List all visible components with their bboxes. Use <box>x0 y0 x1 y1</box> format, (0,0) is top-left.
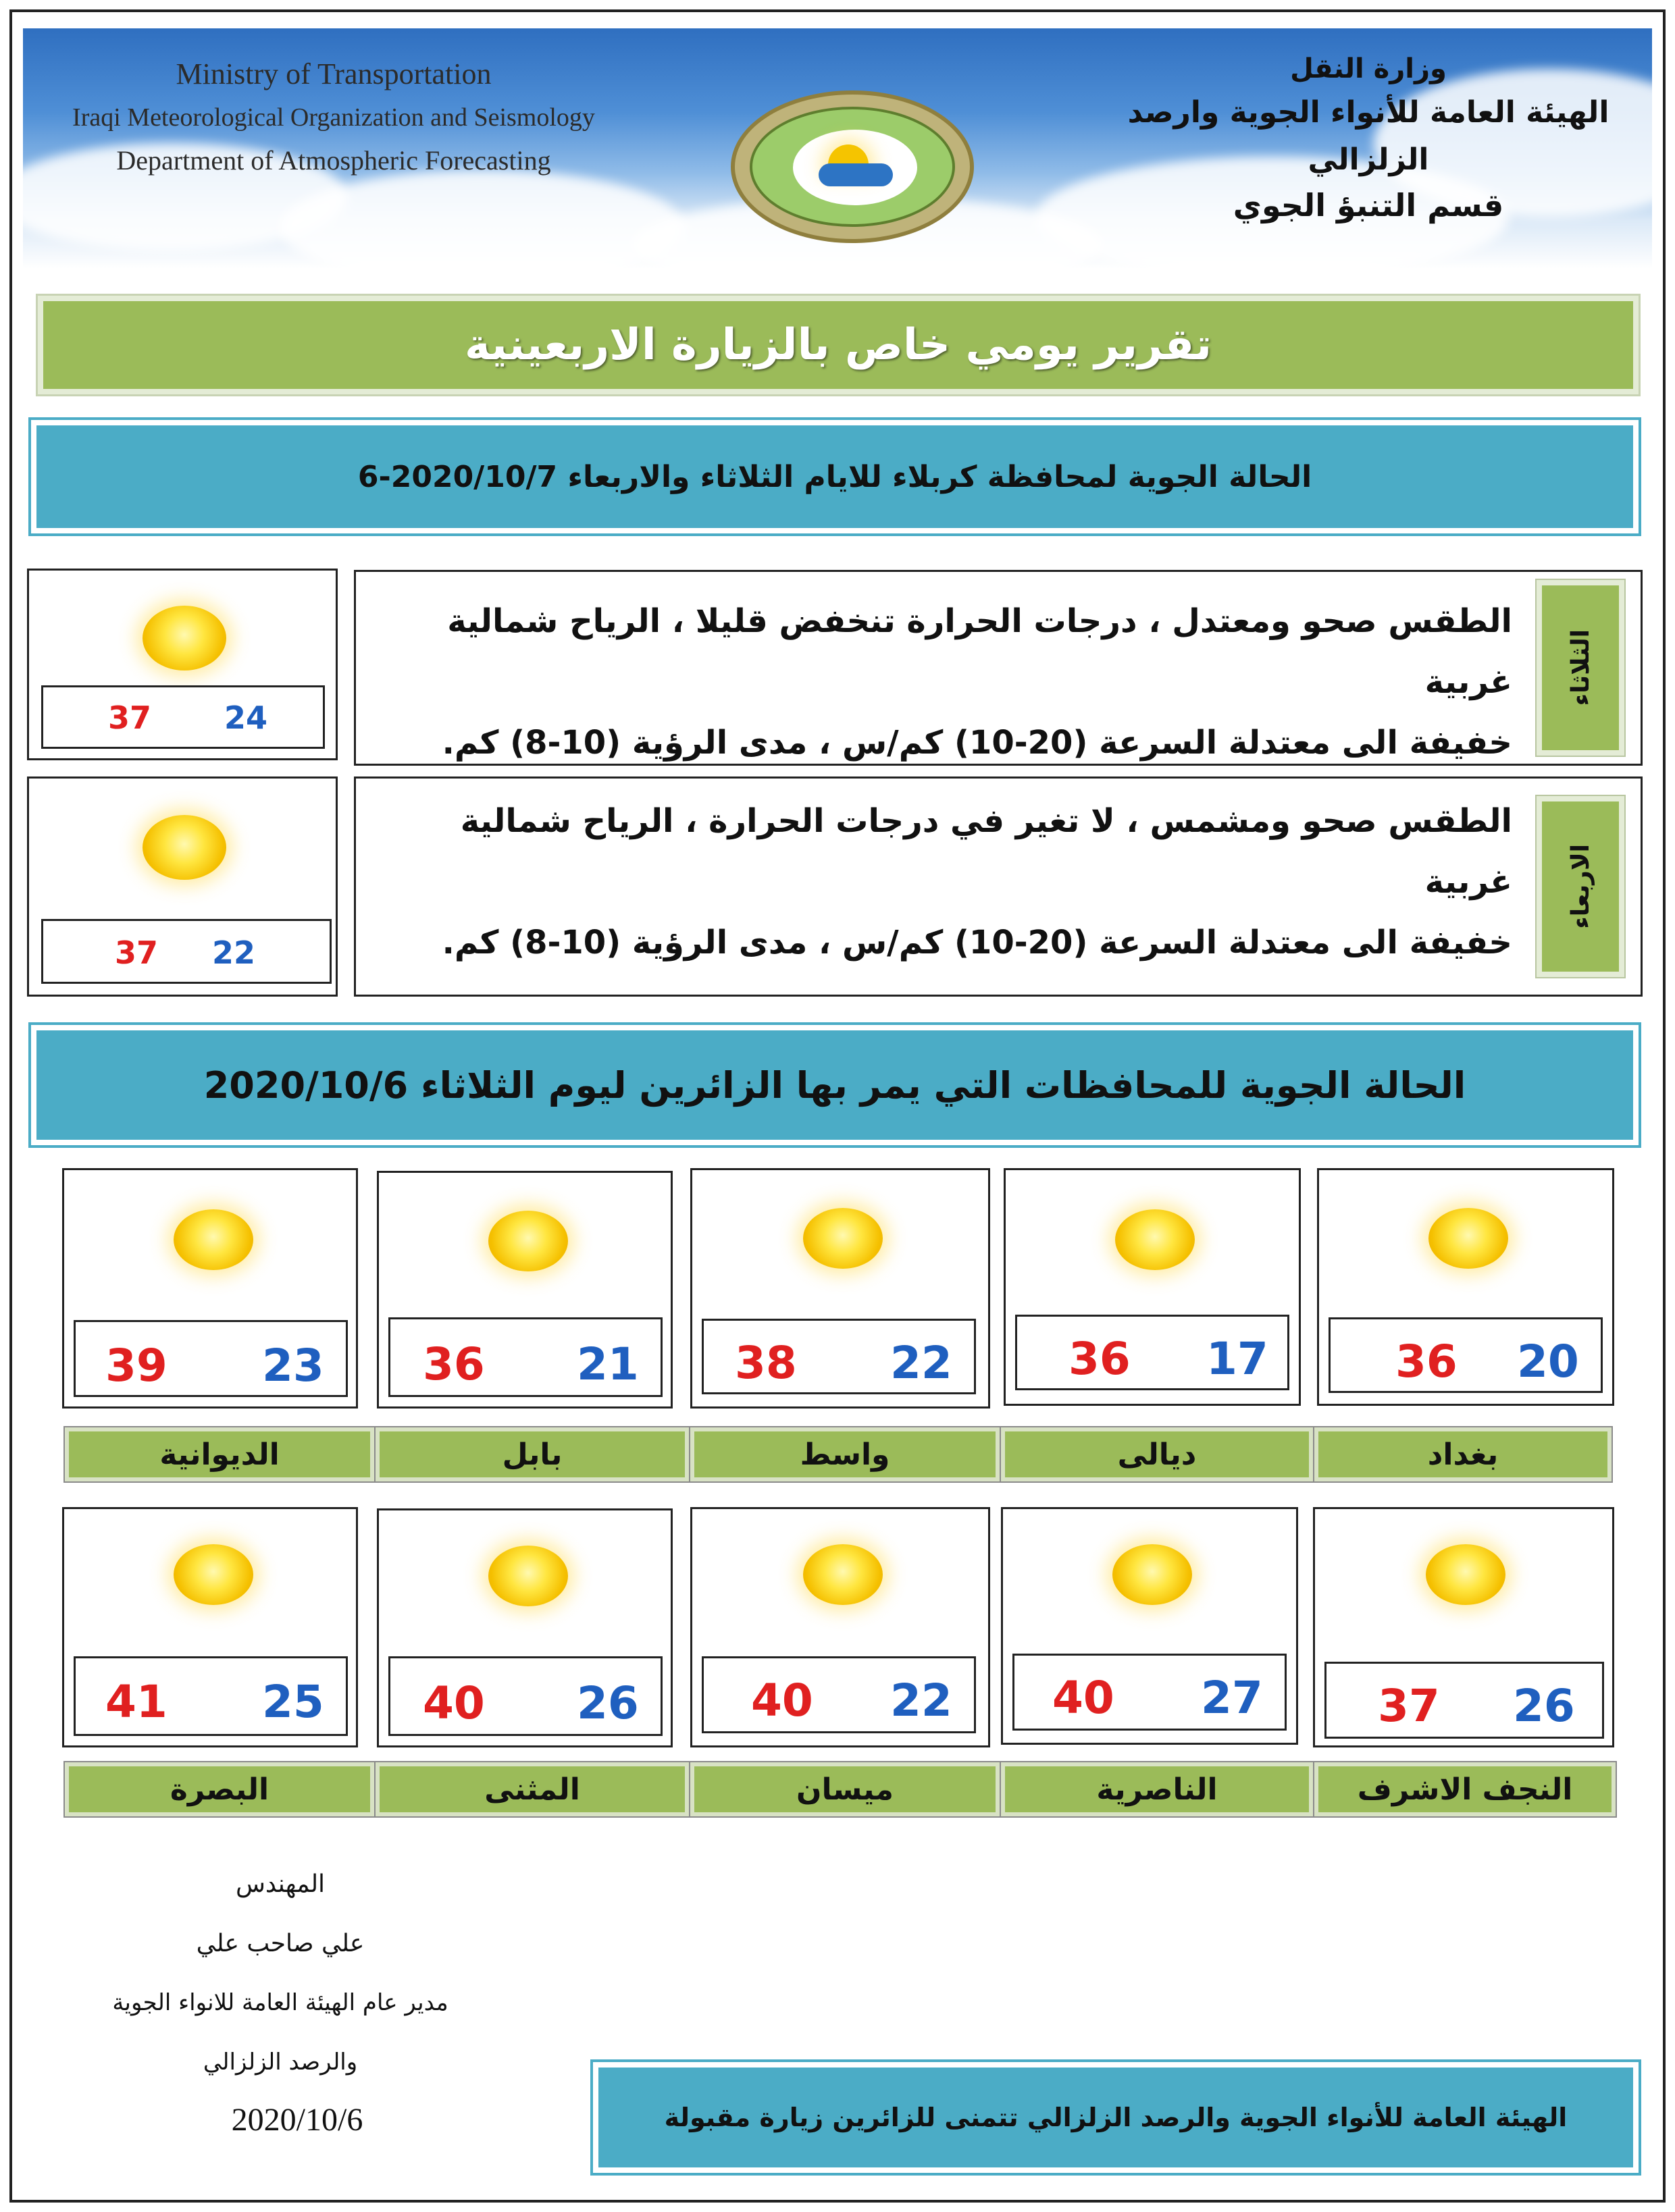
karbala-heading: الحالة الجوية لمحافظة كربلاء للايام الثلاثاء والاربعاء 2020/10/7-6 <box>31 420 1639 533</box>
province-card-wasit <box>690 1168 990 1408</box>
karbala-day-tuesday <box>354 570 1643 766</box>
report-date: 2020/10/6 <box>231 2102 363 2138</box>
province-name-wasit: واسط <box>690 1427 1000 1481</box>
day-label-tuesday: الثلاثاء <box>1537 580 1624 756</box>
province-card-diyala <box>1004 1168 1301 1406</box>
province-name-muthanna: المثنى <box>376 1762 689 1816</box>
sun-icon <box>488 1211 568 1271</box>
province-name-babil: بابل <box>376 1427 689 1481</box>
min-temp: 26 <box>577 1677 639 1729</box>
provinces-heading: الحالة الجوية للمحافظات التي يمر بها الزائرين ليوم الثلاثاء 2020/10/6 <box>31 1025 1639 1145</box>
province-name-baghdad: بغداد <box>1314 1427 1612 1481</box>
max-temp: 36 <box>423 1338 485 1390</box>
temperature-box <box>74 1320 348 1397</box>
province-card-nasiriyah <box>1001 1507 1298 1745</box>
min-temp: 21 <box>577 1338 639 1390</box>
temperature-box <box>1012 1654 1287 1731</box>
temperature-box <box>1329 1317 1603 1393</box>
day-label-wednesday: الاربعاء <box>1537 796 1624 977</box>
min-temp: 27 <box>1201 1672 1263 1724</box>
sun-icon <box>803 1544 883 1605</box>
temperature-box <box>702 1656 976 1733</box>
day-forecast-text: الطقس صحو ومعتدل ، درجات الحرارة تنخفض قليلا ، الرياح شمالية غربية خفيفة الى معتدلة السرعة (20-10) كم/س ، مدى الرؤية (10-8) كم. <box>442 602 1512 762</box>
sun-icon <box>174 1209 253 1270</box>
province-name-diyala: ديالى <box>1001 1427 1313 1481</box>
temperature-box <box>388 1317 663 1397</box>
province-card-najaf <box>1313 1507 1614 1747</box>
report-title: تقرير يومي خاص بالزيارة الاربعينية <box>38 296 1639 394</box>
header-arabic <box>1112 49 1625 227</box>
max-temp: 36 <box>1068 1333 1131 1385</box>
organization-seal-icon <box>731 90 974 243</box>
sun-icon <box>143 606 226 670</box>
max-temp: 40 <box>423 1677 485 1729</box>
province-name-najaf: النجف الاشرف <box>1314 1762 1616 1816</box>
province-card-maysan <box>690 1507 990 1747</box>
province-name-basra: البصرة <box>65 1762 374 1816</box>
sun-icon <box>174 1544 253 1605</box>
max-temp: 40 <box>751 1675 813 1727</box>
karbala-day-wednesday <box>354 776 1643 997</box>
sun-icon <box>488 1546 568 1606</box>
province-card-muthanna <box>377 1508 673 1747</box>
min-temp: 17 <box>1206 1333 1268 1385</box>
sun-icon <box>803 1208 883 1269</box>
organization-name-ar: الهيئة العامة للأنواء الجوية وارصد الزلزالي <box>1127 95 1609 177</box>
province-name-nasiriyah: الناصرية <box>1001 1762 1313 1816</box>
max-temp: 36 <box>1395 1336 1458 1388</box>
temperature-box <box>74 1656 348 1736</box>
sun-icon <box>143 815 226 880</box>
min-temp: 22 <box>212 934 256 971</box>
min-temp: 23 <box>262 1340 324 1392</box>
min-temp: 26 <box>1513 1680 1575 1732</box>
province-card-baghdad <box>1317 1168 1614 1406</box>
min-temp: 20 <box>1517 1336 1579 1388</box>
province-name-diwaniyah: الديوانية <box>65 1427 374 1481</box>
day-forecast-text: الطقس صحو ومشمس ، لا تغير في درجات الحرارة ، الرياح شمالية غربية خفيفة الى معتدلة السرعة (20-10) كم/س ، مدى الرؤية (10-8) كم. <box>442 802 1512 962</box>
max-temp: 39 <box>105 1340 168 1392</box>
ministry-name-en: Ministry of Transportation <box>176 57 492 90</box>
province-card-babil <box>377 1171 673 1408</box>
max-temp: 38 <box>735 1337 797 1389</box>
min-temp: 22 <box>890 1337 952 1389</box>
max-temp: 41 <box>105 1676 168 1728</box>
sun-icon <box>1428 1208 1508 1269</box>
karbala-day-wednesday-temps <box>27 776 338 997</box>
max-temp: 37 <box>1378 1680 1440 1732</box>
province-name-maysan: ميسان <box>690 1762 1000 1816</box>
sun-icon <box>1112 1544 1192 1605</box>
organization-name-en: Iraqi Meteorological Organization and Seismology <box>72 103 595 132</box>
province-card-diwaniyah <box>62 1168 358 1408</box>
min-temp: 22 <box>890 1675 952 1727</box>
signature-title: المهندس <box>235 1870 326 1898</box>
header-english <box>70 53 597 182</box>
department-name-ar: قسم التنبؤ الجوي <box>1233 187 1504 223</box>
signature-position-line2: والرصد الزلزالي <box>203 2049 358 2076</box>
max-temp: 40 <box>1052 1672 1114 1724</box>
temperature-box <box>1015 1315 1289 1390</box>
temperature-box <box>41 919 332 984</box>
sun-icon <box>1115 1209 1195 1270</box>
signature-name: علي صاحب علي <box>196 1930 365 1957</box>
temperature-box <box>702 1319 976 1394</box>
signature-position-line1: مدير عام الهيئة العامة للانواء الجوية <box>112 1989 448 2016</box>
max-temp: 37 <box>108 700 152 736</box>
sun-icon <box>1426 1544 1505 1605</box>
karbala-day-tuesday-temps <box>27 569 338 760</box>
footer-message: الهيئة العامة للأنواء الجوية والرصد الزلزالي تتمنى للزائرين زيارة مقبولة <box>593 2062 1639 2173</box>
max-temp: 37 <box>115 934 159 971</box>
temperature-box <box>388 1656 663 1736</box>
department-name-en: Department of Atmospheric Forecasting <box>116 145 551 176</box>
temperature-box <box>41 685 325 749</box>
temperature-box <box>1324 1662 1604 1739</box>
min-temp: 24 <box>224 700 268 736</box>
min-temp: 25 <box>262 1676 324 1728</box>
province-card-basra <box>62 1507 358 1747</box>
ministry-name-ar: وزارة النقل <box>1290 53 1447 84</box>
header-banner <box>23 28 1652 269</box>
